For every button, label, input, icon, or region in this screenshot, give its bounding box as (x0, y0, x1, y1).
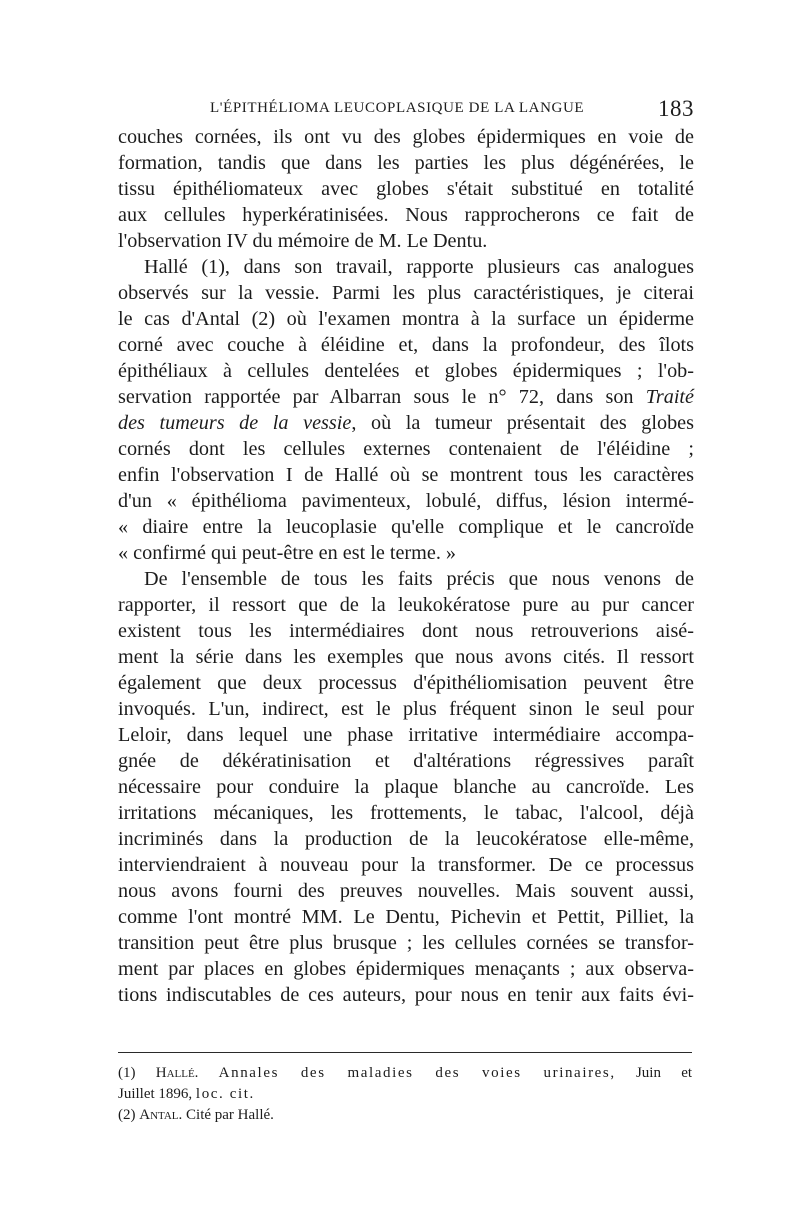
text-line: l'observation IV du mémoire de M. Le Dentu. (118, 230, 488, 252)
text-line: « confirmé qui peut-être en est le terme. » (118, 542, 457, 564)
text-line: « diaire entre la leucoplasie qu'elle complique et le cancroïde (118, 516, 694, 538)
footnotes (118, 1063, 692, 1126)
footnote-date-cont: Juillet 1896, (118, 1086, 193, 1102)
text-line: nécessaire pour conduire la plaque blanche au cancroïde. Les (118, 776, 694, 798)
text-line: aux cellules hyperkératinisées. Nous rapprocherons ce fait de (118, 204, 694, 226)
text-line: existent tous les intermédiaires dont nous retrouverions aisé- (118, 620, 694, 642)
text-line: De l'ensemble de tous les faits précis que nous venons de (144, 568, 694, 590)
body-text (118, 124, 694, 1008)
text-line: irritations mécaniques, les frottements, le tabac, l'alcool, déjà (118, 802, 694, 824)
text-line: rapporter, il ressort que de la leukokératose pure au pur cancer (118, 594, 694, 616)
text-line: invoqués. L'un, indirect, est le plus fréquent sinon le seul pour (118, 698, 694, 720)
text-line: également que deux processus d'épithéliomisation peuvent être (118, 672, 694, 694)
text-line-with-italic (118, 410, 694, 436)
footnote-author: Antal. (139, 1107, 183, 1123)
footnote-loc-cit: loc. cit. (195, 1086, 255, 1102)
footnote-text: Cité par Hallé. (186, 1107, 274, 1123)
text-line: ment par places en globes épidermiques menaçants ; aux observa- (118, 958, 694, 980)
footnote-1 (118, 1063, 692, 1084)
footnote-number: (1) (118, 1065, 136, 1081)
text-line: tions indiscutables de ces auteurs, pour nous en tenir aux faits évi- (118, 984, 694, 1006)
footnote-1-continuation (118, 1084, 692, 1105)
text-line: d'un « épithélioma pavimenteux, lobulé, diffus, lésion intermé- (118, 490, 694, 512)
running-head (118, 98, 694, 124)
footnote-2 (118, 1105, 692, 1126)
italic-title: des tumeurs de la vessie (118, 412, 352, 434)
text-line: corné avec couche à éléidine et, dans la profondeur, des îlots (118, 334, 694, 356)
text-line: enfin l'observation I de Hallé où se montrent tous les caractères (118, 464, 694, 486)
footnote-author: Hallé. (155, 1065, 199, 1081)
text-line: incriminés dans la production de la leucokératose elle-même, (118, 828, 694, 850)
text-line: Leloir, dans lequel une phase irritative intermédiaire accompa- (118, 724, 694, 746)
text-line: transition peut être plus brusque ; les cellules cornées se transfor- (118, 932, 694, 954)
text-line: tissu épithéliomateux avec globes s'était substitué en totalité (118, 178, 694, 200)
text-line: ment la série dans les exemples que nous avons cités. Il ressort (118, 646, 694, 668)
italic-title: Traité (645, 386, 695, 408)
text-segment: servation rapportée par Albarran sous le n° 72, dans son (118, 386, 634, 408)
footnote-number: (2) (118, 1107, 136, 1123)
text-line: nous avons fourni des preuves nouvelles. Mais souvent aussi, (118, 880, 694, 902)
page-number: 183 (658, 96, 694, 121)
text-segment: , où la tumeur présentait des globes (351, 412, 695, 434)
text-line: épithéliaux à cellules dentelées et globes épidermiques ; l'ob- (118, 360, 694, 382)
text-line: formation, tandis que dans les parties les plus dégénérées, le (118, 152, 694, 174)
text-line: gnée de dékératinisation et d'altérations régressives paraît (118, 750, 694, 772)
footnote-journal: Annales des maladies des voies urinaires, (218, 1065, 616, 1081)
text-line: comme l'ont montré MM. Le Dentu, Pichevin et Pettit, Pilliet, la (118, 906, 694, 928)
footnote-rule (118, 1052, 692, 1053)
running-title: L'ÉPITHÉLIOMA LEUCOPLASIQUE DE LA LANGUE (210, 100, 585, 116)
text-line: cornés dont les cellules externes contenaient de l'éléidine ; (118, 438, 694, 460)
footnote-date: Juin et (635, 1065, 693, 1081)
text-line: le cas d'Antal (2) où l'examen montra à la surface un épiderme (118, 308, 694, 330)
text-line: interviendraient à nouveau pour la transformer. De ce processus (118, 854, 694, 876)
text-line: observés sur la vessie. Parmi les plus caractéristiques, je citerai (118, 282, 694, 304)
text-line: Hallé (1), dans son travail, rapporte plusieurs cas analogues (144, 256, 694, 278)
text-line: couches cornées, ils ont vu des globes épidermiques en voie de (118, 126, 694, 148)
text-line-with-italic (118, 384, 694, 410)
